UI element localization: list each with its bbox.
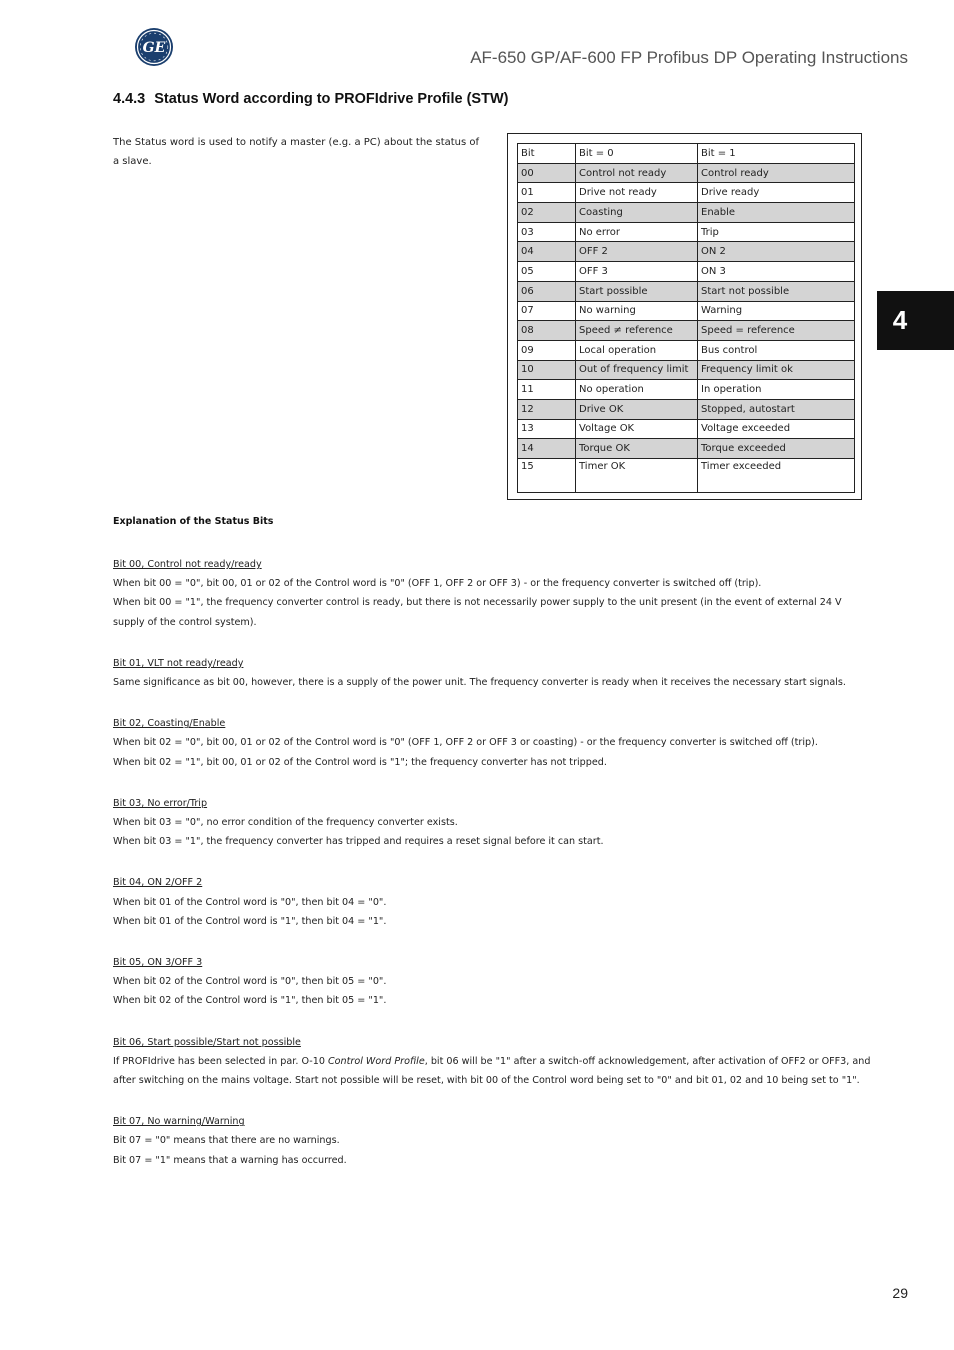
- table-cell: Speed = reference: [698, 321, 855, 341]
- ge-monogram-icon: [136, 29, 172, 65]
- table-cell: Drive OK: [576, 399, 698, 419]
- parameter-name: Control Word Profile: [327, 1055, 425, 1067]
- bit-02-title: Bit 02, Coasting/Enable: [113, 718, 226, 730]
- table-cell: Frequency limit ok: [698, 360, 855, 380]
- header-cell-bit1: Bit = 1: [698, 144, 855, 164]
- table-cell: Speed ≠ reference: [576, 321, 698, 341]
- bit-04-block: [113, 873, 873, 931]
- table-row: [518, 399, 855, 419]
- table-cell: Coasting: [576, 203, 698, 223]
- bit-06-text-end: , bit 06 will be "1" after a switch-off acknowledgement, after activation of OFF2 or OFF3, and after switching on the mains voltage. Start not possible will be reset, with bit 00 of the Control word being set to "0" and bit 01, 02 and 10 being set to "1".: [113, 1055, 871, 1087]
- bit-06-line: [113, 1052, 873, 1090]
- table-cell: 01: [518, 183, 576, 203]
- table-row: [518, 360, 855, 380]
- table-cell: 11: [518, 380, 576, 400]
- table-cell: Control ready: [698, 163, 855, 183]
- page-number: 29: [892, 1285, 908, 1301]
- table-cell: Torque OK: [576, 439, 698, 459]
- table-cell: Timer exceeded: [698, 459, 855, 493]
- table-cell: No error: [576, 222, 698, 242]
- table-cell: Bus control: [698, 340, 855, 360]
- bit-07-line: Bit 07 = "0" means that there are no warnings.: [113, 1135, 340, 1147]
- ge-logo: [136, 29, 172, 65]
- bit-06-block: [113, 1033, 873, 1091]
- bit-02-line: When bit 02 = "0", bit 00, 01 or 02 of the Control word is "0" (OFF 1, OFF 2 or OFF 3 or coasting) - or the frequency converter is switched off (trip).: [113, 737, 818, 749]
- table-cell: ON 3: [698, 262, 855, 282]
- table-cell: Control not ready: [576, 163, 698, 183]
- bit-04-title: Bit 04, ON 2/OFF 2: [113, 877, 203, 889]
- table-row: [518, 281, 855, 301]
- table-cell: No operation: [576, 380, 698, 400]
- table-cell: In operation: [698, 380, 855, 400]
- bit-03-line: When bit 03 = "1", the frequency converter has tripped and requires a reset signal before it can start.: [113, 836, 604, 848]
- bit-00-title: Bit 00, Control not ready/ready: [113, 559, 262, 570]
- table-row: [518, 439, 855, 459]
- table-cell: Trip: [698, 222, 855, 242]
- bit-01-title: Bit 01, VLT not ready/ready: [113, 657, 244, 669]
- table-cell: 13: [518, 419, 576, 439]
- chapter-tab: 4: [877, 291, 954, 350]
- table-cell: 12: [518, 399, 576, 419]
- table-cell: 08: [518, 321, 576, 341]
- table-header-row: [518, 144, 855, 164]
- intro-paragraph: The Status word is used to notify a master (e.g. a PC) about the status of a slave.: [113, 137, 480, 167]
- bit-01-block: [113, 654, 873, 692]
- bit-02-block: [113, 714, 873, 772]
- section-number: 4.4.3: [113, 91, 146, 107]
- header-cell-bit: Bit: [518, 144, 576, 164]
- table-row: [518, 380, 855, 400]
- document-title: AF-650 GP/AF-600 FP Profibus DP Operating Instructions: [470, 48, 908, 67]
- table-row: [518, 321, 855, 341]
- bit-02-line: When bit 02 = "1", bit 00, 01 or 02 of the Control word is "1"; the frequency converter has not tripped.: [113, 756, 607, 768]
- table-row: [518, 203, 855, 223]
- bit-03-title: Bit 03, No error/Trip: [113, 797, 208, 809]
- bit-01-line: Same significance as bit 00, however, there is a supply of the power unit. The frequency converter is ready when it receives the necessary start signals.: [113, 677, 846, 689]
- bit-00-line: When bit 00 = "0", bit 00, 01 or 02 of the Control word is "0" (OFF 1, OFF 2 or OFF 3) - or the frequency converter is switched off (trip).: [113, 578, 762, 590]
- table-cell: ON 2: [698, 242, 855, 262]
- table-cell: 04: [518, 242, 576, 262]
- table-cell: Start not possible: [698, 281, 855, 301]
- table-cell: 06: [518, 281, 576, 301]
- bit-07-line: Bit 07 = "1" means that a warning has occurred.: [113, 1154, 347, 1166]
- table-cell: Voltage OK: [576, 419, 698, 439]
- bit-05-block: [113, 953, 873, 1011]
- table-cell: Enable: [698, 203, 855, 223]
- table-cell: 14: [518, 439, 576, 459]
- table-cell: Stopped, autostart: [698, 399, 855, 419]
- bit-00-line: When bit 00 = "1", the frequency converter control is ready, but there is not necessarily power supply to the unit present (in the event of external 24 V supply of the control system).: [113, 597, 842, 628]
- table-cell: Local operation: [576, 340, 698, 360]
- table-cell: OFF 3: [576, 262, 698, 282]
- table-row: [518, 419, 855, 439]
- table-row: [518, 459, 855, 493]
- table-cell: Timer OK: [576, 459, 698, 493]
- table-cell: 05: [518, 262, 576, 282]
- table-cell: Warning: [698, 301, 855, 321]
- bit-03-block: [113, 794, 873, 852]
- section-title: Status Word according to PROFIdrive Profile (STW): [154, 91, 509, 107]
- table-cell: Start possible: [576, 281, 698, 301]
- table-cell: Out of frequency limit: [576, 360, 698, 380]
- section-heading: [113, 91, 508, 107]
- status-word-table-frame: [507, 133, 862, 500]
- bit-05-line: When bit 02 of the Control word is "1", then bit 05 = "1".: [113, 995, 387, 1007]
- bit-05-title: Bit 05, ON 3/OFF 3: [113, 957, 203, 969]
- table-row: [518, 222, 855, 242]
- bit-07-block: [113, 1112, 873, 1170]
- bit-07-title: Bit 07, No warning/Warning: [113, 1116, 245, 1128]
- table-row: [518, 340, 855, 360]
- table-cell: Drive ready: [698, 183, 855, 203]
- bit-06-text-start: If PROFIdrive has been selected in par. O-10: [113, 1055, 328, 1067]
- table-cell: 07: [518, 301, 576, 321]
- table-cell: 15: [518, 459, 576, 493]
- status-word-table: [517, 143, 855, 493]
- logo-text: GE: [142, 40, 166, 56]
- header-cell-bit0: Bit = 0: [576, 144, 698, 164]
- bit-06-title: Bit 06, Start possible/Start not possible: [113, 1036, 301, 1048]
- table-row: [518, 262, 855, 282]
- table-cell: 09: [518, 340, 576, 360]
- explanation-heading: Explanation of the Status Bits: [113, 516, 274, 527]
- table-row: [518, 242, 855, 262]
- table-cell: 03: [518, 222, 576, 242]
- bit-04-line: When bit 01 of the Control word is "0", then bit 04 = "0".: [113, 896, 387, 908]
- bit-05-line: When bit 02 of the Control word is "0", then bit 05 = "0".: [113, 976, 387, 988]
- table-cell: Drive not ready: [576, 183, 698, 203]
- table-row: [518, 301, 855, 321]
- table-cell: 02: [518, 203, 576, 223]
- table-cell: Torque exceeded: [698, 439, 855, 459]
- table-row: [518, 183, 855, 203]
- bit-00-block: [113, 555, 873, 632]
- table-row: [518, 163, 855, 183]
- table-cell: 00: [518, 163, 576, 183]
- bit-03-line: When bit 03 = "0", no error condition of the frequency converter exists.: [113, 817, 458, 829]
- table-cell: OFF 2: [576, 242, 698, 262]
- table-cell: 10: [518, 360, 576, 380]
- bit-04-line: When bit 01 of the Control word is "1", then bit 04 = "1".: [113, 915, 387, 927]
- table-cell: No warning: [576, 301, 698, 321]
- status-bits-explanation: [113, 555, 873, 1192]
- table-cell: Voltage exceeded: [698, 419, 855, 439]
